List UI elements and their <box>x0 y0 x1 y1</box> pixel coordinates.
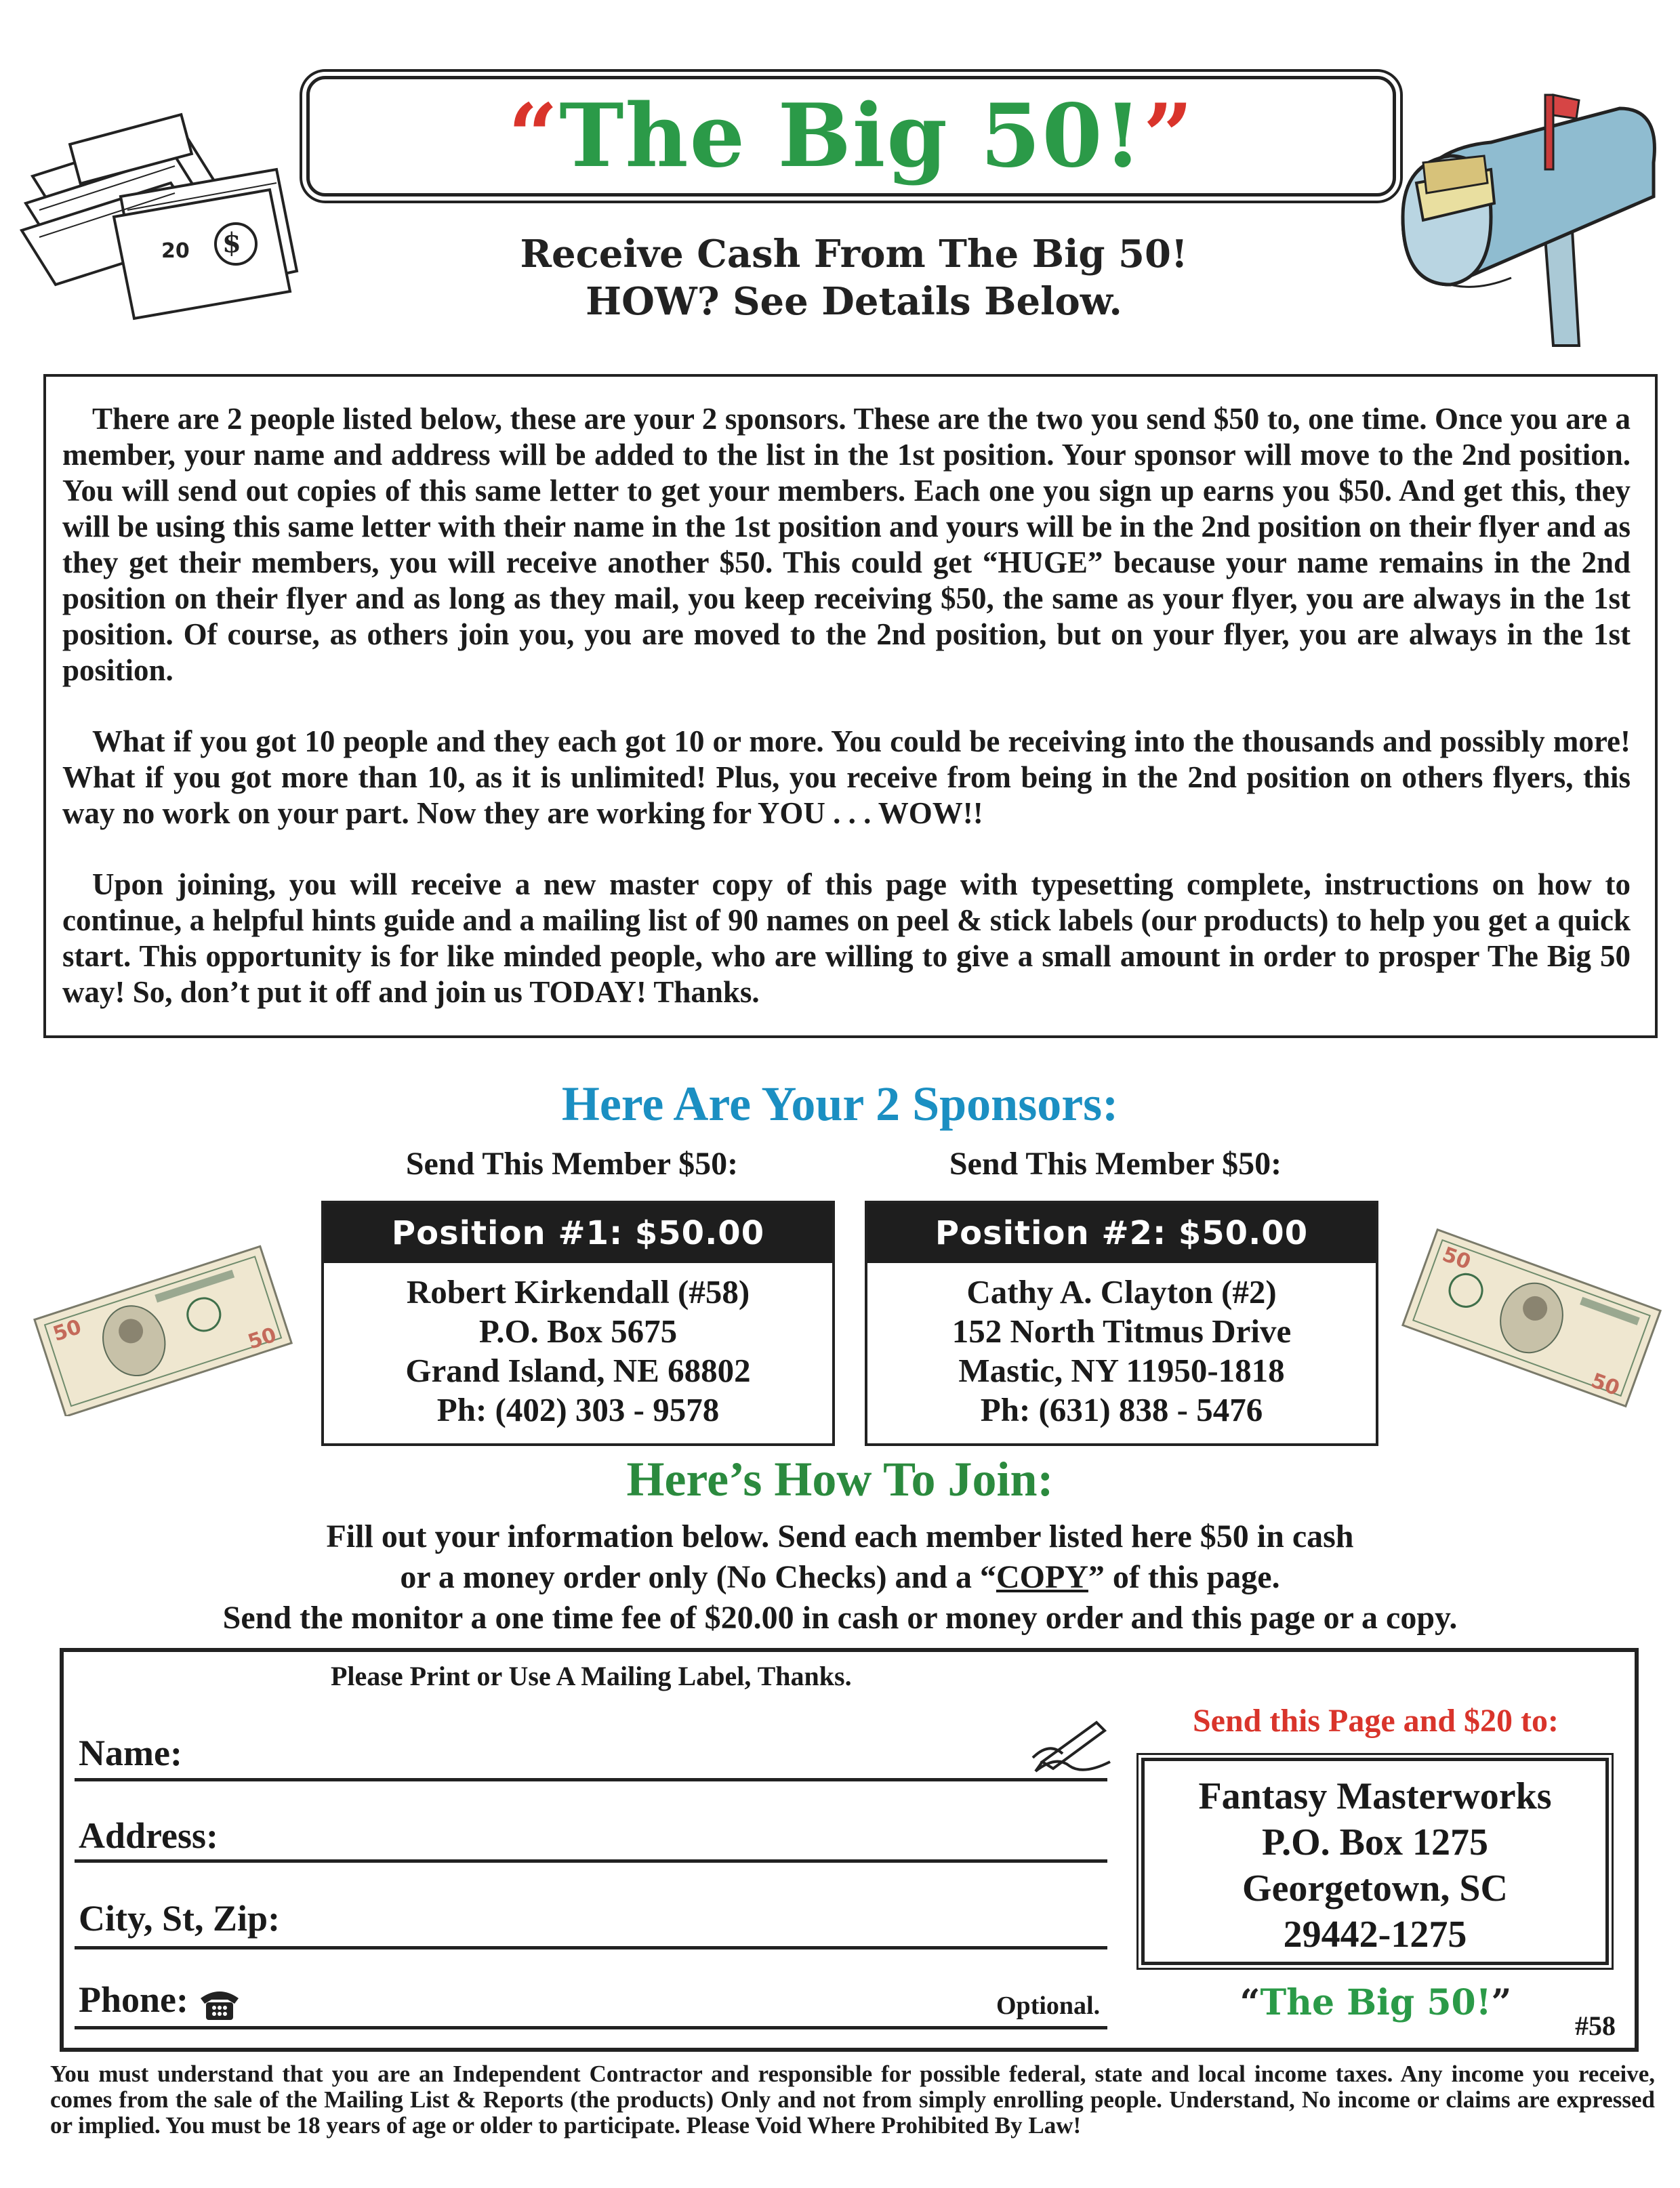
address-label: Address: <box>79 1815 219 1856</box>
join-line-2-copy: COPY <box>996 1559 1088 1595</box>
phone-label-text: Phone: <box>79 1979 188 2020</box>
monitor-address2: Georgetown, SC <box>1242 1867 1508 1910</box>
subtitle-line-2: HOW? See Details Below. <box>586 279 1122 324</box>
title-close-quote: ” <box>1143 85 1195 187</box>
city-state-zip-field[interactable] <box>75 1946 1107 1949</box>
mailbox-icon <box>1376 81 1674 352</box>
disclaimer: You must understand that you are an Independent Contractor and responsible for possible federal, state and local income taxes. Any income you receive, comes from the sale of the Mailing List & Reports (the products) Only and not from simply enrolling people. Understand, No income or claims are expressed or implied. You must be 18 years of age or older to participate. Please Void Where Prohibited By Law! <box>50 2061 1655 2139</box>
monitor-zip: 29442-1275 <box>1283 1914 1467 1956</box>
footer-title-close-quote: ” <box>1491 1982 1512 2023</box>
svg-text:20: 20 <box>161 239 190 263</box>
intro-box <box>43 374 1658 1038</box>
footer-title-main: The Big 50! <box>1260 1982 1492 2023</box>
footer-title-open-quote: “ <box>1239 1982 1261 2023</box>
join-line-2-before: or a money order only (No Checks) and a “ <box>400 1559 996 1595</box>
monitor-address1: P.O. Box 1275 <box>1262 1821 1488 1863</box>
subtitle-line-1: Receive Cash From The Big 50! <box>520 232 1188 276</box>
join-heading: Here’s How To Join: <box>626 1452 1054 1506</box>
position-2-header: Position #2: $50.00 <box>867 1203 1376 1263</box>
money-stack-icon <box>12 102 310 325</box>
send-label-1: Send This Member $50: <box>405 1146 739 1182</box>
join-line-3: Send the monitor a one time fee of $20.00 in cash or money order and this page or a copy. <box>222 1600 1458 1636</box>
subtitle <box>380 230 1328 325</box>
position-2-phone: Ph: (631) 838 - 5476 <box>980 1391 1263 1428</box>
position-1-address2: Grand Island, NE 68802 <box>405 1352 751 1389</box>
send-label-2: Send This Member $50: <box>949 1146 1282 1182</box>
fifty-dollar-bill-icon <box>30 1240 294 1416</box>
title-main-text: The Big 50! <box>559 85 1143 187</box>
name-label: Name: <box>79 1733 182 1773</box>
svg-text:50: 50 <box>1439 1242 1474 1275</box>
position-1-card <box>321 1201 835 1446</box>
position-2-card <box>865 1201 1378 1446</box>
intro-paragraph-1: There are 2 people listed below, these are your 2 sponsors. These are the two you send $50 to, one time. Once you are a member, your name and address will be added to the list in the 1st position. Your sponsor will move to the 2nd position. You will send out copies of this same letter to get your members. Each one you sign up earns you $50. And get this, they will be using this same letter with their name in the 1st position and yours will be in the 2nd position on their flyer and as they get their members, you will receive another $50. This could get “HUGE” because your name remains in the 2nd position on their flyer and as long as they mail, you keep receiving $50, the same as your flyer, you are always in the 1st position. Of course, as others join you, you are moved to the 2nd position, but on your flyer, you are always in the 1st position. <box>62 402 1631 687</box>
page-title <box>306 76 1396 197</box>
telephone-icon <box>198 1986 241 2021</box>
phone-field[interactable] <box>75 2026 1107 2029</box>
monitor-name: Fantasy Masterworks <box>1198 1775 1552 1817</box>
position-1-header: Position #1: $50.00 <box>324 1203 832 1263</box>
position-2-address2: Mastic, NY 11950-1818 <box>958 1352 1285 1389</box>
title-open-quote: “ <box>508 85 560 187</box>
address-field[interactable] <box>75 1859 1107 1863</box>
city-state-zip-label: City, St, Zip: <box>79 1898 281 1939</box>
svg-text:50: 50 <box>49 1315 85 1346</box>
svg-text:50: 50 <box>245 1323 280 1355</box>
intro-paragraph-2: What if you got 10 people and they each got 10 or more. You could be receiving into the thousands and possibly more! What if you got more than 10, as it is unlimited! Plus, you receive from being in the 2nd position on others flyers, this way no work on your part. Now they are working for YOU . . . WOW!! <box>62 724 1631 830</box>
position-2-address1: 152 North Titmus Drive <box>951 1313 1292 1350</box>
sponsors-heading: Here Are Your 2 Sponsors: <box>561 1077 1119 1131</box>
pen-writing-icon <box>1029 1714 1117 1775</box>
svg-text:50: 50 <box>1588 1369 1623 1401</box>
fifty-dollar-bill-icon <box>1396 1226 1667 1409</box>
send-page-label: Send this Page and $20 to: <box>1192 1703 1559 1739</box>
code-number: #58 <box>1575 2010 1616 2041</box>
footer-title <box>1145 1982 1606 2023</box>
form-note: Please Print or Use A Mailing Label, Thanks. <box>331 1661 852 1691</box>
position-1-address1: P.O. Box 5675 <box>478 1313 678 1350</box>
svg-text:$: $ <box>222 227 241 259</box>
phone-label <box>79 1979 241 2021</box>
position-2-name: Cathy A. Clayton (#2) <box>966 1273 1277 1310</box>
intro-paragraph-3: Upon joining, you will receive a new master copy of this page with typesetting complete, instructions on how to continue, a helpful hints guide and a mailing list of 90 names on peel & stick labels (our products) to help you get a quick start. This opportunity is for like minded people, who are willing to give a small amount in order to prosper The Big 50 way! So, don’t put it off and join us TODAY! Thanks. <box>62 867 1631 1009</box>
join-line-1: Fill out your information below. Send each member listed here $50 in cash <box>326 1519 1354 1554</box>
join-line-2-after: ” of this page. <box>1088 1559 1280 1595</box>
monitor-address-box <box>1141 1758 1609 1965</box>
name-field[interactable] <box>75 1778 1107 1781</box>
position-1-name: Robert Kirkendall (#58) <box>406 1273 750 1310</box>
join-line-2 <box>0 1557 1680 1598</box>
position-1-phone: Ph: (402) 303 - 9578 <box>436 1391 720 1428</box>
optional-note: Optional. <box>996 1991 1101 2020</box>
